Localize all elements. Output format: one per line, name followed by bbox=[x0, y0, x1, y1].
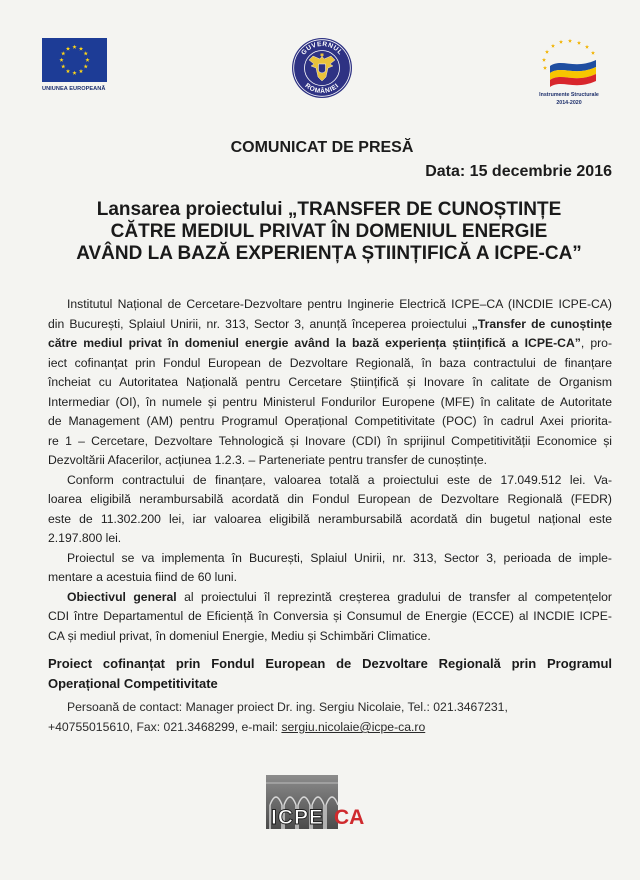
structural-instruments-period: 2014-2020 bbox=[556, 100, 582, 106]
paragraph-line bbox=[48, 334, 612, 354]
paragraph-line: este de 11.302.200 lei, iar valoarea eligibilă nerambursabilă acordată din bugetul național este bbox=[48, 511, 612, 526]
paragraph-line: 2.197.800 lei. bbox=[48, 531, 122, 545]
paragraph bbox=[48, 295, 612, 471]
paragraph bbox=[48, 549, 612, 588]
paragraph-line: Dezvoltării Afacerilor, acțiunea 1.2.3. – Parteneriate pentru transfer de cunoștințe. bbox=[48, 453, 487, 467]
text-segment: +40755015610, Fax: 021.3468299, e-mail: bbox=[48, 720, 282, 734]
paragraph bbox=[48, 471, 612, 549]
funding-line: Proiect cofinanțat prin Fondul European de Dezvoltare Regională prin Programul bbox=[48, 656, 612, 671]
bold-segment: către mediul privat în domeniul energie având la bază experiența științifică a ICPE-CA” bbox=[48, 336, 581, 350]
paragraph-line: CDI între Departamentul de Eficiență în Conversia și Consumul de Energie (ECCE) al INCDIE ICPE- bbox=[48, 609, 612, 623]
contact-info bbox=[48, 697, 612, 737]
funding-line: Operațional Competitivitate bbox=[48, 676, 218, 691]
contact-email: sergiu.nicolaie@icpe-ca.ro bbox=[281, 720, 426, 734]
paragraph-line: mentare a acestuia fiind de 60 luni. bbox=[48, 570, 238, 584]
government-logo-bottom-text: ROMÂNIEI bbox=[303, 82, 341, 96]
paragraph-line bbox=[48, 588, 612, 608]
eu-logo bbox=[42, 38, 107, 92]
bold-segment: „Transfer de cunoștințe bbox=[471, 316, 612, 331]
paragraph-line: Intermediar (OI), în numele și pentru Ministerul Fondurilor Europene (MFE) în calitate de Autoritate bbox=[48, 394, 612, 409]
press-release-heading bbox=[58, 199, 600, 265]
government-logo-top-text: GUVERNUL bbox=[300, 40, 344, 57]
funding-statement bbox=[48, 654, 612, 694]
heading-line: AVÂND LA BAZĂ EXPERIENȚA ȘTIINȚIFICĂ A ICPE-CA” bbox=[76, 243, 582, 264]
heading-line: Lansarea proiectului „TRANSFER DE CUNOȘTINȚE bbox=[96, 199, 562, 220]
text-segment: , pro- bbox=[580, 336, 612, 350]
bold-segment: Obiectivul general bbox=[67, 589, 177, 604]
government-logo bbox=[291, 37, 353, 99]
paragraph-line: re 1 – Cercetare, Dezvoltare Tehnologică și Inovare (CDI) în sprijinul Competitivității Economice și bbox=[48, 433, 612, 448]
ca-logo-letters: CA bbox=[334, 806, 365, 829]
document-type-title: COMUNICAT DE PRESĂ bbox=[230, 139, 414, 156]
paragraph bbox=[48, 588, 612, 647]
paragraph-line: loarea eligibilă nerambursabilă acordată din Fondul European de Dezvoltare Regională (FEDR) bbox=[48, 492, 612, 506]
document-date: Data: 15 decembrie 2016 bbox=[425, 163, 612, 180]
paragraph-line: Proiectul se va implementa în București, Splaiul Unirii, nr. 313, Sector 3, perioada de imple- bbox=[67, 550, 612, 565]
flag-swoosh-with-stars-icon bbox=[536, 36, 602, 110]
paragraph-line: Conform contractului de finanțare, valoarea totală a proiectului este de 17.049.512 lei. Va- bbox=[67, 472, 612, 487]
text-segment: al proiectului îl reprezintă creșterea gradului de transfer al competențelor bbox=[176, 589, 612, 604]
eu-logo-label: UNIUNEA EUROPEANĂ bbox=[42, 86, 106, 92]
body-text bbox=[48, 295, 612, 646]
icpe-ca-logo bbox=[266, 775, 370, 829]
text-segment: din București, Splaiul Unirii, nr. 313, Sector 3, anunță începerea proiectului bbox=[48, 316, 472, 331]
structural-instruments-title: Instrumente Structurale bbox=[539, 92, 599, 98]
paragraph-line bbox=[48, 315, 612, 335]
contact-line bbox=[48, 717, 612, 737]
structural-instruments-logo bbox=[536, 36, 602, 110]
contact-line: Persoană de contact: Manager proiect Dr. ing. Sergiu Nicolaie, Tel.: 021.3467231, bbox=[67, 700, 508, 714]
paragraph-line: CA și mediul privat, în domeniul Energie, Mediu și Schimbări Climatice. bbox=[48, 628, 431, 643]
paragraph-line: Institutul Național de Cercetare-Dezvoltare pentru Inginerie Electrică ICPE–CA (INCDIE ICPE-CA) bbox=[67, 297, 612, 311]
icpe-ca-building-logo bbox=[266, 775, 370, 829]
heading-line: CĂTRE MEDIUL PRIVAT ÎN DOMENIUL ENERGIE bbox=[110, 221, 548, 242]
eu-flag-icon bbox=[42, 38, 107, 82]
paragraph-line: iect cofinanțat prin Fondul European de Dezvoltare Regională, în baza contractului de finanțare bbox=[48, 355, 612, 370]
romanian-coat-of-arms-icon bbox=[291, 37, 353, 99]
icpe-logo-letters: ICPE bbox=[271, 806, 325, 829]
paragraph-line: de Management (AM) pentru Programul Operațional Competitivitate (POC) în cadrul Axei priorita- bbox=[48, 414, 612, 428]
paragraph-line: încheiat cu Autoritatea Națională pentru Cercetare Științifică și Inovare în calitate de Organism bbox=[48, 375, 612, 389]
